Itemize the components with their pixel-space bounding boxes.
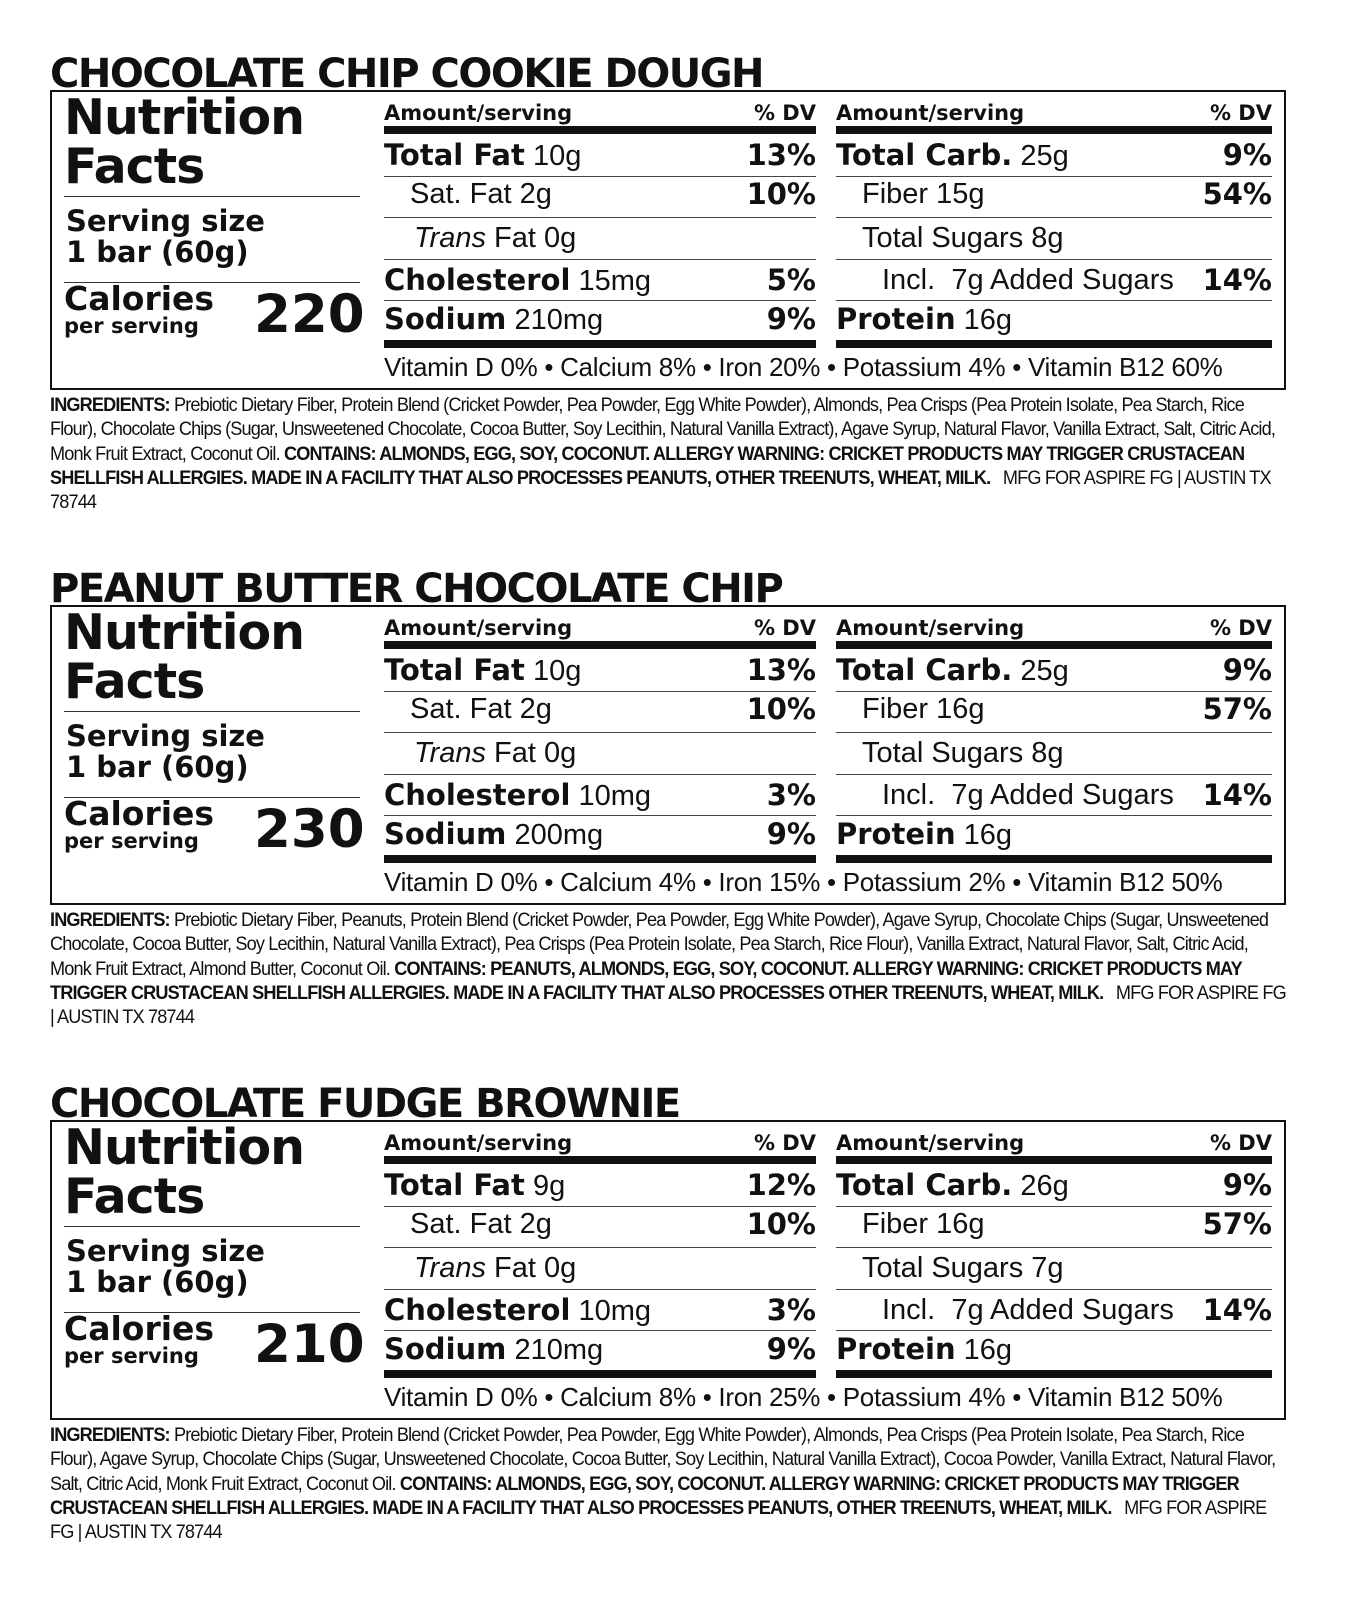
nutrient-row-trans-fat: [384, 733, 816, 773]
right-header-amount: Amount/serving: [836, 616, 1025, 640]
left-total-fat-label: Total Fat: [384, 138, 525, 172]
right-added-dv: 14%: [1202, 1293, 1272, 1327]
thick-rule: [384, 126, 816, 134]
nf-title-2: Facts: [64, 138, 205, 195]
right-added-label: Incl.: [882, 1294, 936, 1326]
nutrition-facts-title: [64, 604, 305, 710]
left-total-fat-label: Total Fat: [384, 653, 525, 687]
left-total-fat-dv: 12%: [746, 1168, 816, 1202]
ingredients: Prebiotic Dietary Fiber, Protein Blend (Cricket Powder, Pea Powder, Egg White Powder), Almonds, Pea Crisps (Pea Protein Isolate, Pea Starch, Rice Flour), Agave Syrup, Chocolate Chips (Sugar, Unsweetened Chocolate, Cocoa Butter, Soy Lecithin, Natural Vanilla Extract), Cocoa Powder, Vanilla Extract, Natural Flavor, Salt, Citric Acid, Monk Fruit Extract, Coconut Oil.: [50, 1425, 1276, 1495]
right-protein: 16g: [963, 1334, 1013, 1366]
right-header-dv: % DV: [1209, 1131, 1272, 1155]
right-fiber-label: Fiber: [862, 178, 929, 210]
left-sat-fat-dv: 10%: [746, 1207, 816, 1241]
left-trans-fat-label: Fat: [494, 1252, 536, 1284]
left-chol-label: Cholesterol: [384, 1293, 571, 1327]
nutrient-row-cholesterol: [384, 775, 816, 815]
nutrient-row-protein: [836, 1329, 1272, 1369]
right-fiber-label: Fiber: [862, 693, 929, 725]
left-sat-fat-dv: 10%: [746, 692, 816, 726]
left-sodium: 210mg: [514, 1334, 604, 1366]
left-chol-dv: 3%: [766, 778, 816, 812]
left-header-amount: Amount/serving: [384, 616, 573, 640]
left-chol: 10mg: [578, 780, 652, 812]
left-total-fat-dv: 13%: [746, 138, 816, 172]
nutrient-column-left: [384, 92, 816, 342]
nutrient-row-sat-fat: [384, 1204, 816, 1244]
nutrient-row-fiber: [836, 174, 1272, 214]
left-sodium-label: Sodium: [384, 1332, 507, 1366]
right-added-label: Incl.: [882, 779, 936, 811]
ingredients-label: INGREDIENTS:: [50, 910, 170, 931]
nutrient-row-total-fat: [384, 1165, 816, 1205]
nutrient-row-total-carb: [836, 135, 1272, 175]
nutrient-row-total-fat: [384, 650, 816, 690]
right-sugars-label: Total Sugars: [862, 222, 1024, 254]
calories-value: 230: [254, 799, 365, 860]
right-sugars: 7g: [1031, 1252, 1064, 1284]
divider: [64, 196, 360, 197]
left-trans-fat: 0g: [544, 737, 577, 769]
left-sodium: 200mg: [514, 819, 604, 851]
left-chol: 15mg: [578, 265, 652, 297]
product-title: CHOCOLATE FUDGE BROWNIE: [50, 1081, 680, 1127]
calories-value: 220: [254, 284, 365, 345]
left-sodium-dv: 9%: [766, 1332, 816, 1366]
nutrition-facts-panel: [50, 1120, 1286, 1420]
nutrient-row-total-sugars: [836, 733, 1272, 773]
ingredients: Prebiotic Dietary Fiber, Peanuts, Protein Blend (Cricket Powder, Pea Powder, Egg White Powder), Agave Syrup, Chocolate Chips (Sugar, Unsweetened Chocolate, Cocoa Butter, Soy Lecithin, Natural Vanilla Extract), Pea Crisps (Pea Protein Isolate, Pea Starch, Rice Flour), Vanilla Extract, Natural Flavor, Salt, Citric Acid, Monk Fruit Extract, Almond Butter, Coconut Oil.: [50, 910, 1269, 980]
serving-label: Serving size: [66, 719, 265, 753]
column-header: [836, 615, 1272, 641]
right-carb-label: Total Carb.: [836, 653, 1013, 687]
left-chol-label: Cholesterol: [384, 263, 571, 297]
thick-rule: [836, 340, 1272, 348]
right-protein-label: Protein: [836, 817, 956, 851]
right-carb: 26g: [1020, 1170, 1069, 1202]
right-fiber: 15g: [936, 178, 985, 210]
nutrition-facts-title: [64, 1119, 305, 1225]
nutrient-row-cholesterol: [384, 260, 816, 300]
left-trans-fat-label: Fat: [494, 737, 536, 769]
nutrient-row-sodium: [384, 1329, 816, 1369]
ingredients-label: INGREDIENTS:: [50, 1425, 170, 1446]
right-protein: 16g: [963, 304, 1013, 336]
calories-sub-label: per serving: [64, 829, 199, 853]
left-trans-fat: 0g: [544, 1252, 577, 1284]
left-header-dv: % DV: [753, 101, 816, 125]
mfg: MFG FOR ASPIRE FG | AUSTIN TX 78744: [50, 467, 1271, 514]
right-protein-label: Protein: [836, 1332, 956, 1366]
thick-rule: [836, 855, 1272, 863]
right-fiber-dv: 57%: [1202, 692, 1272, 726]
left-sodium-label: Sodium: [384, 302, 507, 336]
right-added: 7g: [951, 1294, 984, 1326]
left-sat-fat-dv: 10%: [746, 177, 816, 211]
left-header-dv: % DV: [753, 1131, 816, 1155]
nutrient-row-total-carb: [836, 1165, 1272, 1205]
divider: [64, 711, 360, 712]
right-carb-label: Total Carb.: [836, 1168, 1013, 1202]
right-added-dv: 14%: [1202, 778, 1272, 812]
right-added-suffix: Added Sugars: [990, 1294, 1174, 1326]
contains: CONTAINS: PEANUTS, ALMONDS, EGG, SOY, COCONUT. ALLERGY WARNING: CRICKET PRODUCTS MAY TRIGGER CRUSTACEAN SHELLFISH ALLERGIES. MADE IN A FACILITY THAT ALSO PROCESSES OTHER TREENUTS, WHEAT, MILK.: [50, 958, 1242, 1004]
left-sat-fat: 2g: [519, 178, 552, 210]
contains: CONTAINS: ALMONDS, EGG, SOY, COCONUT. ALLERGY WARNING: CRICKET PRODUCTS MAY TRIGGER CRUSTACEAN SHELLFISH ALLERGIES. MADE IN A FACILITY THAT ALSO PROCESSES PEANUTS, OTHER TREENUTS, WHEAT, MILK.: [50, 443, 1245, 489]
column-header: [384, 615, 816, 641]
mfg: MFG FOR ASPIRE FG | AUSTIN TX 78744: [50, 982, 1286, 1029]
right-sugars: 8g: [1031, 737, 1064, 769]
left-sat-fat: 2g: [519, 1208, 552, 1240]
nutrient-row-total-carb: [836, 650, 1272, 690]
right-added-suffix: Added Sugars: [990, 264, 1174, 296]
calories-value: 210: [254, 1314, 365, 1375]
right-sugars-label: Total Sugars: [862, 1252, 1024, 1284]
nutrient-row-sat-fat: [384, 689, 816, 729]
left-chol-dv: 3%: [766, 1293, 816, 1327]
nutrient-column-right: [836, 1122, 1272, 1372]
left-total-fat: 10g: [532, 655, 582, 687]
right-carb-dv: 9%: [1222, 1168, 1272, 1202]
left-sodium-dv: 9%: [766, 817, 816, 851]
right-carb-dv: 9%: [1222, 138, 1272, 172]
contains: CONTAINS: ALMONDS, EGG, SOY, COCONUT. ALLERGY WARNING: CRICKET PRODUCTS MAY TRIGGER CRUSTACEAN SHELLFISH ALLERGIES. MADE IN A FACILITY THAT ALSO PROCESSES PEANUTS, OTHER TREENUTS, WHEAT, MILK.: [50, 1473, 1239, 1519]
ingredients-text: [50, 909, 1291, 1030]
nf-title-2: Facts: [64, 653, 205, 710]
right-protein: 16g: [963, 819, 1013, 851]
nutrient-row-trans-fat: [384, 218, 816, 258]
nutrition-facts-panel: [50, 90, 1286, 390]
serving-label: Serving size: [66, 204, 265, 238]
column-header: [836, 100, 1272, 126]
right-header-amount: Amount/serving: [836, 1131, 1025, 1155]
nutrient-row-sodium: [384, 814, 816, 854]
calories-sub-label: per serving: [64, 314, 199, 338]
left-trans-fat-label: Fat: [494, 222, 536, 254]
right-added: 7g: [951, 779, 984, 811]
nutrient-row-fiber: [836, 1204, 1272, 1244]
left-chol: 10mg: [578, 1295, 652, 1327]
left-sodium-label: Sodium: [384, 817, 507, 851]
right-fiber-label: Fiber: [862, 1208, 929, 1240]
product-title: PEANUT BUTTER CHOCOLATE CHIP: [50, 566, 783, 612]
column-header: [384, 1130, 816, 1156]
serving-size: [66, 206, 265, 268]
thick-rule: [836, 1370, 1272, 1378]
right-fiber-dv: 57%: [1202, 1207, 1272, 1241]
left-sat-fat: 2g: [519, 693, 552, 725]
right-carb-label: Total Carb.: [836, 138, 1013, 172]
thick-rule: [836, 126, 1272, 134]
thick-rule: [384, 340, 816, 348]
ingredients-text: [50, 1424, 1291, 1545]
ingredients-text: [50, 394, 1291, 515]
left-header-amount: Amount/serving: [384, 101, 573, 125]
product-title: CHOCOLATE CHIP COOKIE DOUGH: [50, 51, 764, 97]
serving-size: [66, 721, 265, 783]
right-added-dv: 14%: [1202, 263, 1272, 297]
right-carb: 25g: [1020, 655, 1069, 687]
nutrient-row-protein: [836, 814, 1272, 854]
right-protein-label: Protein: [836, 302, 956, 336]
left-sat-fat-label: Sat. Fat: [410, 178, 512, 210]
calories-sub-label: per serving: [64, 1344, 199, 1368]
vitamins-minerals: Vitamin D 0% • Calcium 8% • Iron 20% • Potassium 4% • Vitamin B12 60%: [384, 352, 1223, 382]
serving-value: 1 bar (60g): [66, 235, 249, 269]
vitamins-minerals: Vitamin D 0% • Calcium 4% • Iron 15% • Potassium 2% • Vitamin B12 50%: [384, 867, 1223, 897]
thick-rule: [836, 1156, 1272, 1164]
right-fiber-dv: 54%: [1202, 177, 1272, 211]
thick-rule: [384, 1370, 816, 1378]
left-chol-label: Cholesterol: [384, 778, 571, 812]
divider: [64, 1226, 360, 1227]
column-header: [384, 100, 816, 126]
left-total-fat: 9g: [532, 1170, 566, 1202]
nutrition-facts-panel: [50, 605, 1286, 905]
nutrient-row-cholesterol: [384, 1290, 816, 1330]
serving-size: [66, 1236, 265, 1298]
nutrient-row-total-fat: [384, 135, 816, 175]
mfg: MFG FOR ASPIRE FG | AUSTIN TX 78744: [50, 1497, 1267, 1544]
right-carb-dv: 9%: [1222, 653, 1272, 687]
right-added-label: Incl.: [882, 264, 936, 296]
nutrient-row-sat-fat: [384, 174, 816, 214]
thick-rule: [384, 641, 816, 649]
left-trans-label: Trans: [414, 222, 486, 254]
left-sat-fat-label: Sat. Fat: [410, 1208, 512, 1240]
nutrient-row-added-sugars: [836, 260, 1272, 300]
nf-title-1: Nutrition: [64, 89, 305, 146]
right-header-dv: % DV: [1209, 616, 1272, 640]
right-added-suffix: Added Sugars: [990, 779, 1174, 811]
left-total-fat-label: Total Fat: [384, 1168, 525, 1202]
nutrient-column-right: [836, 92, 1272, 342]
serving-label: Serving size: [66, 1234, 265, 1268]
nf-title-1: Nutrition: [64, 1119, 305, 1176]
nutrient-column-right: [836, 607, 1272, 857]
calories-label: Calories: [64, 794, 215, 833]
left-sat-fat-label: Sat. Fat: [410, 693, 512, 725]
nf-title-1: Nutrition: [64, 604, 305, 661]
nutrient-row-added-sugars: [836, 1290, 1272, 1330]
thick-rule: [384, 1156, 816, 1164]
serving-value: 1 bar (60g): [66, 1265, 249, 1299]
nutrient-column-left: [384, 1122, 816, 1372]
nutrient-row-total-sugars: [836, 218, 1272, 258]
right-sugars-label: Total Sugars: [862, 737, 1024, 769]
right-added: 7g: [951, 264, 984, 296]
ingredients-label: INGREDIENTS:: [50, 395, 170, 416]
nutrient-row-total-sugars: [836, 1248, 1272, 1288]
nutrition-facts-title: [64, 89, 305, 195]
right-sugars: 8g: [1031, 222, 1064, 254]
left-header-dv: % DV: [753, 616, 816, 640]
ingredients: Prebiotic Dietary Fiber, Protein Blend (Cricket Powder, Pea Powder, Egg White Powder), Almonds, Pea Crisps (Pea Protein Isolate, Pea Starch, Rice Flour), Chocolate Chips (Sugar, Unsweetened Chocolate, Cocoa Butter, Soy Lecithin, Natural Vanilla Extract), Agave Syrup, Natural Flavor, Vanilla Extract, Salt, Citric Acid, Monk Fruit Extract, Coconut Oil.: [50, 395, 1276, 465]
left-sodium-dv: 9%: [766, 302, 816, 336]
right-header-amount: Amount/serving: [836, 101, 1025, 125]
right-header-dv: % DV: [1209, 101, 1272, 125]
left-header-amount: Amount/serving: [384, 1131, 573, 1155]
nutrient-row-fiber: [836, 689, 1272, 729]
nutrient-row-trans-fat: [384, 1248, 816, 1288]
left-trans-fat: 0g: [544, 222, 577, 254]
thick-rule: [836, 641, 1272, 649]
left-chol-dv: 5%: [766, 263, 816, 297]
right-fiber: 16g: [936, 693, 985, 725]
vitamins-minerals: Vitamin D 0% • Calcium 8% • Iron 25% • Potassium 4% • Vitamin B12 50%: [384, 1382, 1223, 1412]
nutrient-row-added-sugars: [836, 775, 1272, 815]
left-total-fat-dv: 13%: [746, 653, 816, 687]
serving-value: 1 bar (60g): [66, 750, 249, 784]
column-header: [836, 1130, 1272, 1156]
nutrient-row-protein: [836, 299, 1272, 339]
calories-label: Calories: [64, 279, 215, 318]
left-trans-label: Trans: [414, 737, 486, 769]
right-carb: 25g: [1020, 140, 1069, 172]
left-sodium: 210mg: [514, 304, 604, 336]
left-trans-label: Trans: [414, 1252, 486, 1284]
nf-title-2: Facts: [64, 1168, 205, 1225]
nutrient-column-left: [384, 607, 816, 857]
right-fiber: 16g: [936, 1208, 985, 1240]
nutrient-row-sodium: [384, 299, 816, 339]
left-total-fat: 10g: [532, 140, 582, 172]
calories-label: Calories: [64, 1309, 215, 1348]
thick-rule: [384, 855, 816, 863]
